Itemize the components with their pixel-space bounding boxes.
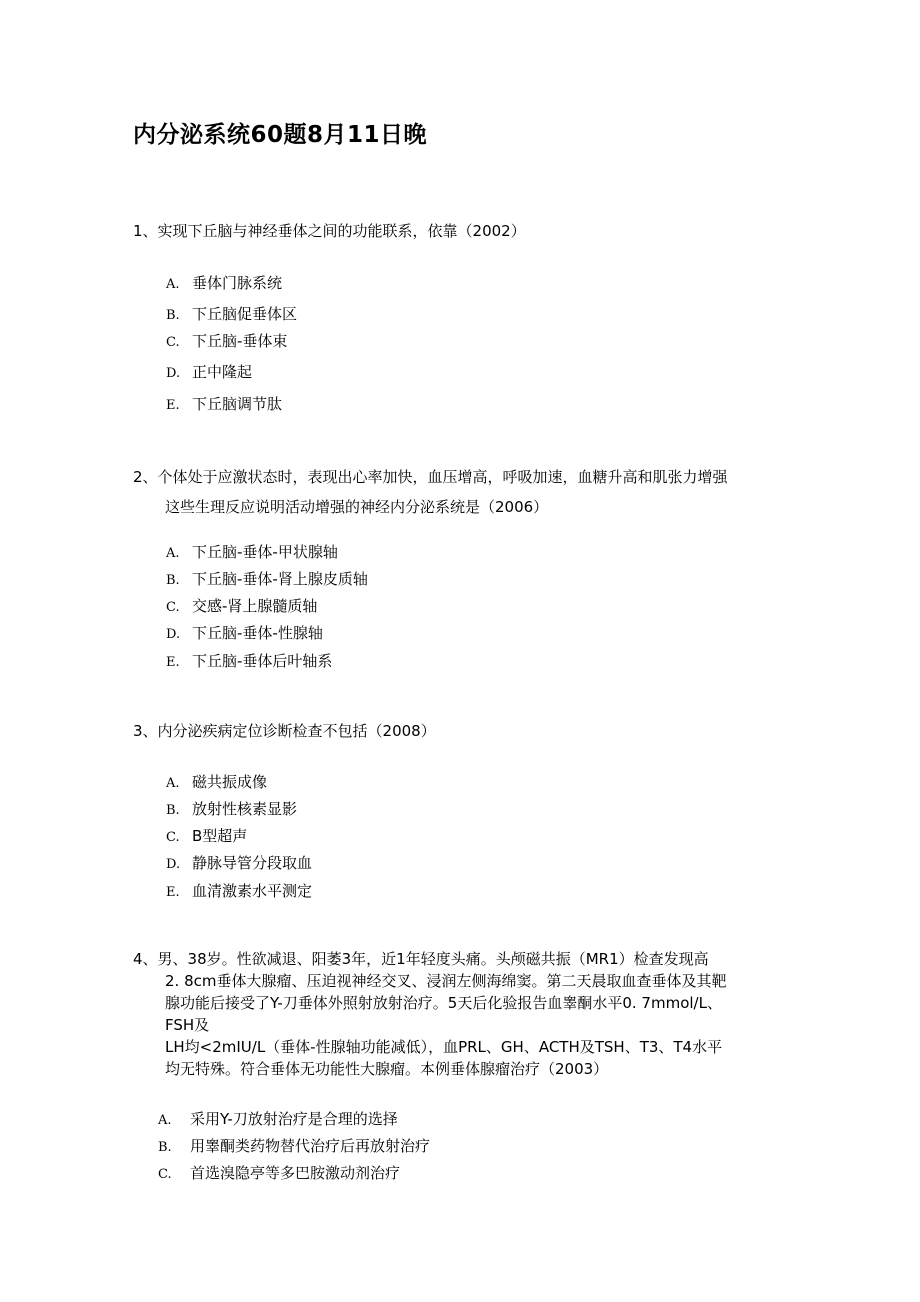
question-2-line-1: 2、个体处于应激状态时，表现出心率加快，血压增高，呼吸加速，血糖升高和肌张力增强	[133, 468, 728, 486]
question-4-line-6: 均无特殊。符合垂体无功能性大腺瘤。本例垂体腺瘤治疗（2003）	[165, 1060, 609, 1078]
question-2-stem	[133, 462, 728, 522]
option-letter: D.	[166, 627, 181, 642]
option-letter: B.	[166, 573, 180, 588]
question-2-option-a	[166, 541, 338, 562]
option-letter: E.	[166, 885, 180, 900]
option-text: 垂体门脉系统	[192, 274, 283, 292]
option-letter: C.	[166, 830, 180, 845]
question-1-option-a	[166, 272, 282, 293]
option-letter: E.	[166, 655, 180, 670]
option-text: 采用Y-刀放射治疗是合理的选择	[190, 1110, 398, 1128]
option-letter: A.	[158, 1113, 172, 1128]
question-2-option-b	[166, 568, 368, 589]
option-text: 磁共振成像	[192, 773, 268, 791]
question-3-option-b	[166, 798, 297, 819]
question-3-option-c	[166, 825, 247, 846]
question-4-option-a	[158, 1108, 398, 1129]
question-2-line-2: 这些生理反应说明活动增强的神经内分泌系统是（2006）	[165, 498, 549, 516]
option-letter: D.	[166, 366, 181, 381]
option-letter: D.	[166, 857, 181, 872]
question-3-line-1: 3、内分泌疾病定位诊断检查不包括（2008）	[133, 722, 436, 740]
question-1-option-e	[166, 393, 282, 414]
option-text: 下丘脑-垂体后叶轴系	[192, 652, 333, 670]
question-4-line-2: 2. 8cm垂体大腺瘤、压迫视神经交叉、浸润左侧海绵窦。第二天晨取血查垂体及其靶	[165, 972, 727, 990]
option-text: 用睾酮类药物替代治疗后再放射治疗	[190, 1137, 431, 1155]
question-1-line-1: 1、实现下丘脑与神经垂体之间的功能联系，依靠（2002）	[133, 222, 526, 240]
question-1-option-d	[166, 361, 252, 382]
option-text: 正中隆起	[192, 363, 253, 381]
option-text: 下丘脑促垂体区	[192, 305, 298, 323]
option-text: 下丘脑-垂体-甲状腺轴	[192, 543, 338, 561]
question-3-option-a	[166, 771, 267, 792]
question-1-option-b	[166, 303, 297, 324]
option-letter: C.	[158, 1167, 172, 1182]
question-4-line-5: LH均<2mIU/L（垂体-性腺轴功能减低），血PRL、GH、ACTH及TSH、T3、T4水平	[165, 1038, 723, 1056]
question-1-stem	[133, 220, 526, 242]
option-letter: A.	[166, 277, 180, 292]
option-text: 下丘脑-垂体-性腺轴	[192, 624, 323, 642]
question-3-option-e	[166, 880, 312, 901]
question-4-line-1: 4、男、38岁。性欲减退、阳萎3年，近1年轻度头痛。头颅磁共振（MR1）检查发现高	[133, 950, 709, 968]
option-text: 放射性核素显影	[192, 800, 298, 818]
option-letter: E.	[166, 398, 180, 413]
option-letter: B.	[166, 803, 180, 818]
option-text: 静脉导管分段取血	[192, 854, 313, 872]
question-4-line-4: FSH及	[165, 1016, 210, 1034]
question-2-option-d	[166, 622, 323, 643]
option-letter: A.	[166, 776, 180, 791]
option-text: 交感-肾上腺髓质轴	[192, 597, 318, 615]
option-letter: B.	[166, 308, 180, 323]
option-letter: A.	[166, 546, 180, 561]
question-3-option-d	[166, 852, 312, 873]
document-title: 内分泌系统60题8月11日晚	[133, 122, 428, 148]
question-1-option-c	[166, 330, 287, 351]
option-text: 首选溴隐亭等多巴胺激动剂治疗	[190, 1164, 401, 1182]
option-letter: B.	[158, 1140, 172, 1155]
option-letter: C.	[166, 600, 180, 615]
option-text: 下丘脑调节肽	[192, 395, 283, 413]
question-3-stem	[133, 720, 436, 742]
question-4-option-b	[158, 1135, 430, 1156]
option-letter: C.	[166, 335, 180, 350]
option-text: 血清激素水平测定	[192, 882, 313, 900]
option-text: 下丘脑-垂体-肾上腺皮质轴	[192, 570, 368, 588]
question-2-option-e	[166, 650, 332, 671]
option-text: 下丘脑-垂体束	[192, 332, 288, 350]
question-4-line-3: 腺功能后接受了Y-刀垂体外照射放射治疗。5天后化验报告血睾酮水平0. 7mmol/L、	[165, 994, 722, 1012]
question-2-option-c	[166, 595, 317, 616]
option-text: B型超声	[192, 827, 248, 845]
question-4-option-c	[158, 1162, 400, 1183]
question-4-stem	[133, 948, 727, 1080]
